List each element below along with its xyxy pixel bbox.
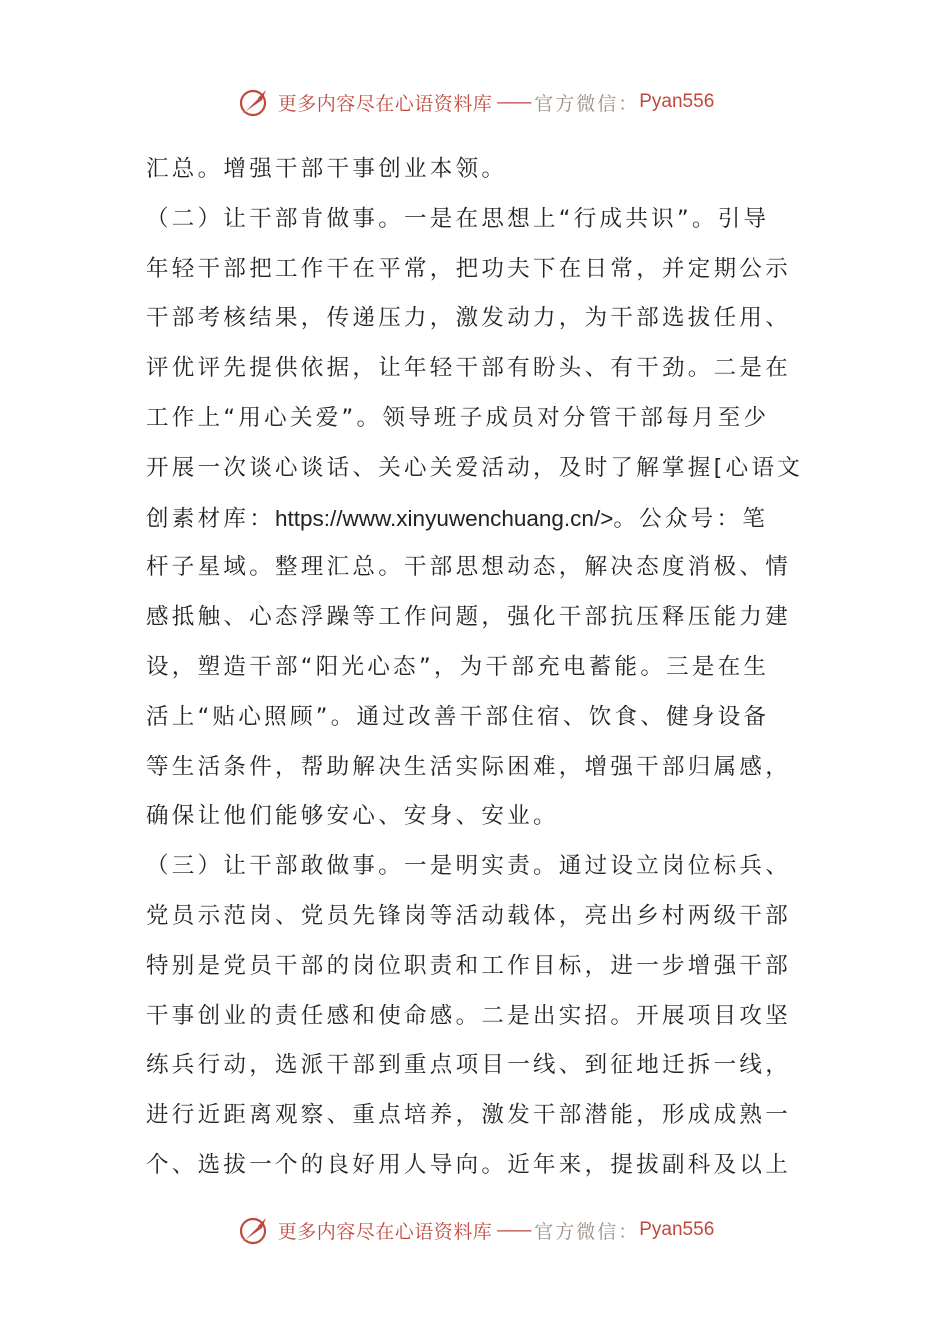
text-line: 感抵触、心态浮躁等工作问题，强化干部抗压释压能力建: [146, 604, 792, 631]
banner-text: 更多内容尽在心语资料库: [277, 92, 493, 115]
banner-dash: ——: [496, 1219, 531, 1241]
text-line: 工作上“用心关爱”。领导班子成员对分管干部每月至少: [146, 404, 770, 431]
text-line: 练兵行动，选派干部到重点项目一线、到征地迁拆一线，: [146, 1052, 792, 1079]
header-banner: [0, 82, 950, 122]
text-line-with-link: [146, 494, 806, 544]
banner-dash: ——: [496, 91, 531, 113]
quill-logo-icon: [236, 84, 272, 120]
quill-logo-icon: [236, 1212, 272, 1248]
banner-wechat-id: Pyan556: [639, 1219, 715, 1240]
link-prefix: 创素材库：: [146, 505, 276, 532]
text-line: 特别是党员干部的岗位职责和工作目标，进一步增强干部: [146, 952, 792, 979]
website-link[interactable]: https://www.xinyuwenchuang.cn/>: [275, 505, 614, 531]
text-line: （三）让干部敢做事。一是明实责。通过设立岗位标兵、: [146, 853, 792, 880]
text-line: 杆子星域。整理汇总。干部思想动态，解决态度消极、情: [146, 554, 792, 581]
text-line: 个、选拔一个的良好用人导向。近年来，提拔副科及以上: [146, 1151, 792, 1178]
text-line: 干事创业的责任感和使命感。二是出实招。开展项目攻坚: [146, 1002, 792, 1029]
text-line: 评优评先提供依据，让年轻干部有盼头、有干劲。二是在: [146, 355, 792, 382]
text-line: 设，塑造干部“阳光心态”，为干部充电蓄能。三是在生: [146, 653, 770, 680]
link-suffix: 。公众号：笔: [613, 505, 769, 532]
text-line: 开展一次谈心谈话、关心关爱活动，及时了解掌握[心语文: [146, 454, 804, 481]
text-line: 等生活条件，帮助解决生活实际困难，增强干部归属感，: [146, 753, 792, 780]
banner-wechat-label: 官方微信：: [534, 1220, 640, 1243]
text-line: 党员示范岗、党员先锋岗等活动载体，亮出乡村两级干部: [146, 902, 792, 929]
text-line: 年轻干部把工作干在平常，把功夫下在日常，并定期公示: [146, 255, 792, 282]
text-line: 汇总。增强干部干事创业本领。: [146, 156, 508, 182]
banner-wechat-label: 官方微信：: [534, 92, 640, 115]
footer-banner: [0, 1210, 950, 1250]
body-text: [146, 145, 806, 1191]
text-line: （二）让干部肯做事。一是在思想上“行成共识”。引导: [146, 205, 770, 232]
text-line: 确保让他们能够安心、安身、安业。: [146, 803, 559, 830]
text-line: 进行近距离观察、重点培养，激发干部潜能，形成成熟一: [146, 1102, 792, 1129]
banner-wechat-id: Pyan556: [639, 91, 715, 112]
text-line: 活上“贴心照顾”。通过改善干部住宿、饮食、健身设备: [146, 703, 770, 730]
text-line: 干部考核结果，传递压力，激发动力，为干部选拔任用、: [146, 305, 792, 332]
banner-text: 更多内容尽在心语资料库: [277, 1220, 493, 1243]
